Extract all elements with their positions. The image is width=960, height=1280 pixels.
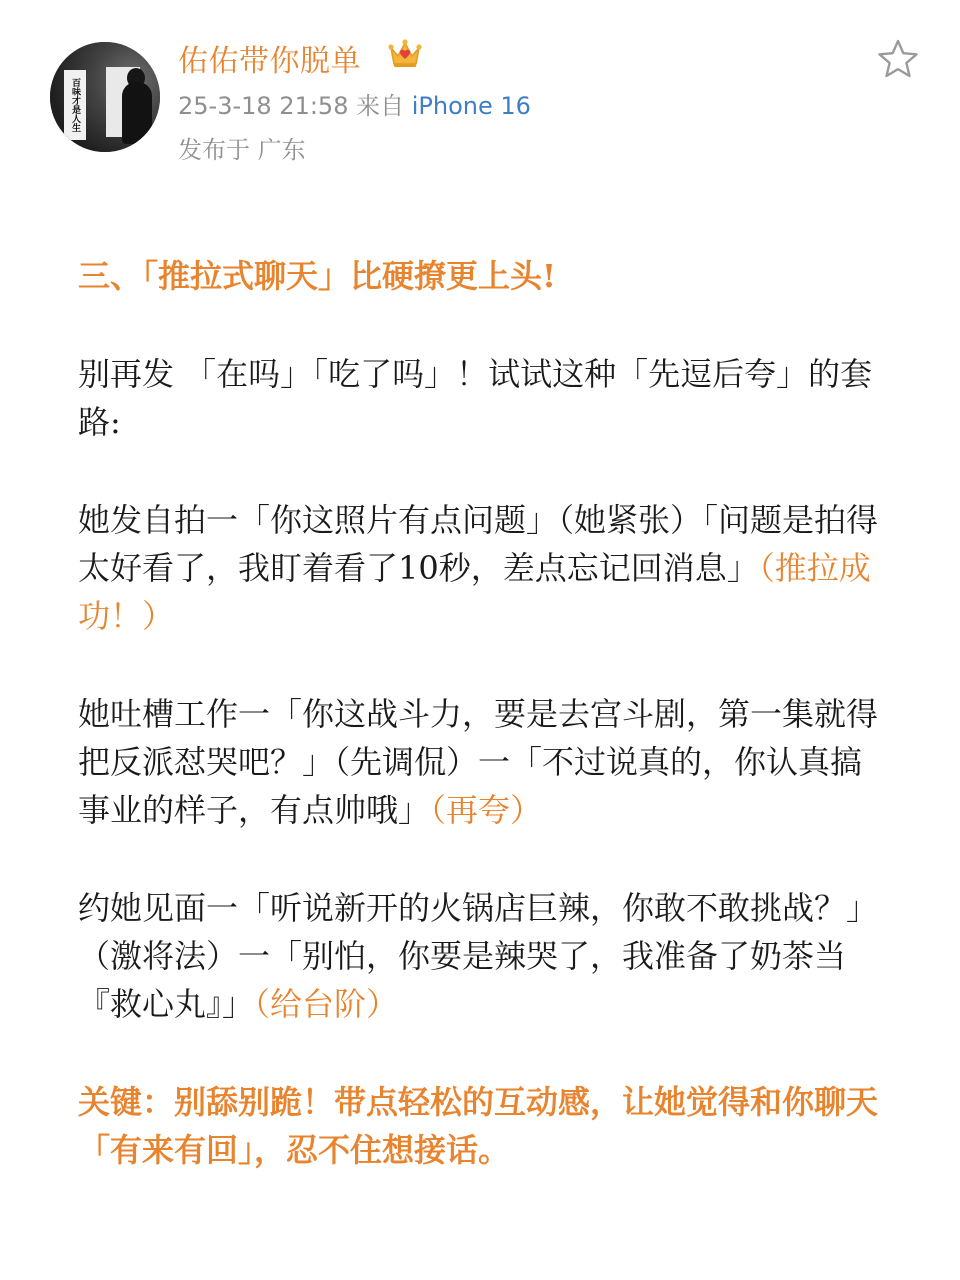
post-body: [78, 252, 888, 1174]
section-heading: 三、「推拉式聊天」比硬撩更上头!: [78, 257, 557, 295]
example-paragraph-3: [78, 884, 888, 1028]
intro-paragraph: 别再发 「在吗」「吃了吗」！试试这种「先逗后夸」的套路:: [78, 355, 873, 441]
avatar-person: [122, 82, 152, 144]
avatar-sign-text: 百味才是人生: [70, 78, 80, 132]
key-point-paragraph: 关键：别舔别跪！带点轻松的互动感，让她觉得和你聊天「有来有回」，忍不住想接话。: [78, 1083, 879, 1169]
post-timestamp: 25-3-18 21:58: [178, 92, 349, 120]
example-1-note: （推拉成功！）: [78, 549, 871, 635]
post-header: [0, 0, 960, 190]
example-3-note: （给台阶）: [254, 985, 399, 1023]
post-location: 发布于 广东: [178, 136, 306, 164]
crown-icon: [388, 38, 422, 70]
example-paragraph-1: [78, 496, 888, 640]
example-paragraph-2: [78, 690, 888, 834]
example-2-text: 她吐槽工作一「你这战斗力，要是去宫斗剧，第一集就得把反派怼哭吧？」（先调侃）一「不过说真的，你认真搞事业的样子，有点帅哦」: [78, 695, 879, 829]
star-outline-icon[interactable]: [876, 38, 920, 80]
example-3-text: 约她见面一「听说新开的火锅店巨辣，你敢不敢挑战？」（激将法）一「别怕，你要是辣哭了，我准备了奶茶当 『救心丸』」: [78, 889, 879, 1023]
avatar-sign: [64, 70, 86, 140]
example-2-note: （再夸）: [430, 791, 543, 829]
post-meta: [178, 86, 531, 121]
source-prefix: 来自: [356, 92, 405, 120]
avatar[interactable]: [50, 42, 160, 152]
author-name[interactable]: 佑佑带你脱单: [178, 44, 361, 79]
example-1-text: 她发自拍一「你这照片有点问题」（她紧张）「问题是拍得太好看了，我盯着看了10秒，差点忘记回消息」: [78, 501, 879, 587]
device-link[interactable]: iPhone 16: [411, 92, 531, 120]
